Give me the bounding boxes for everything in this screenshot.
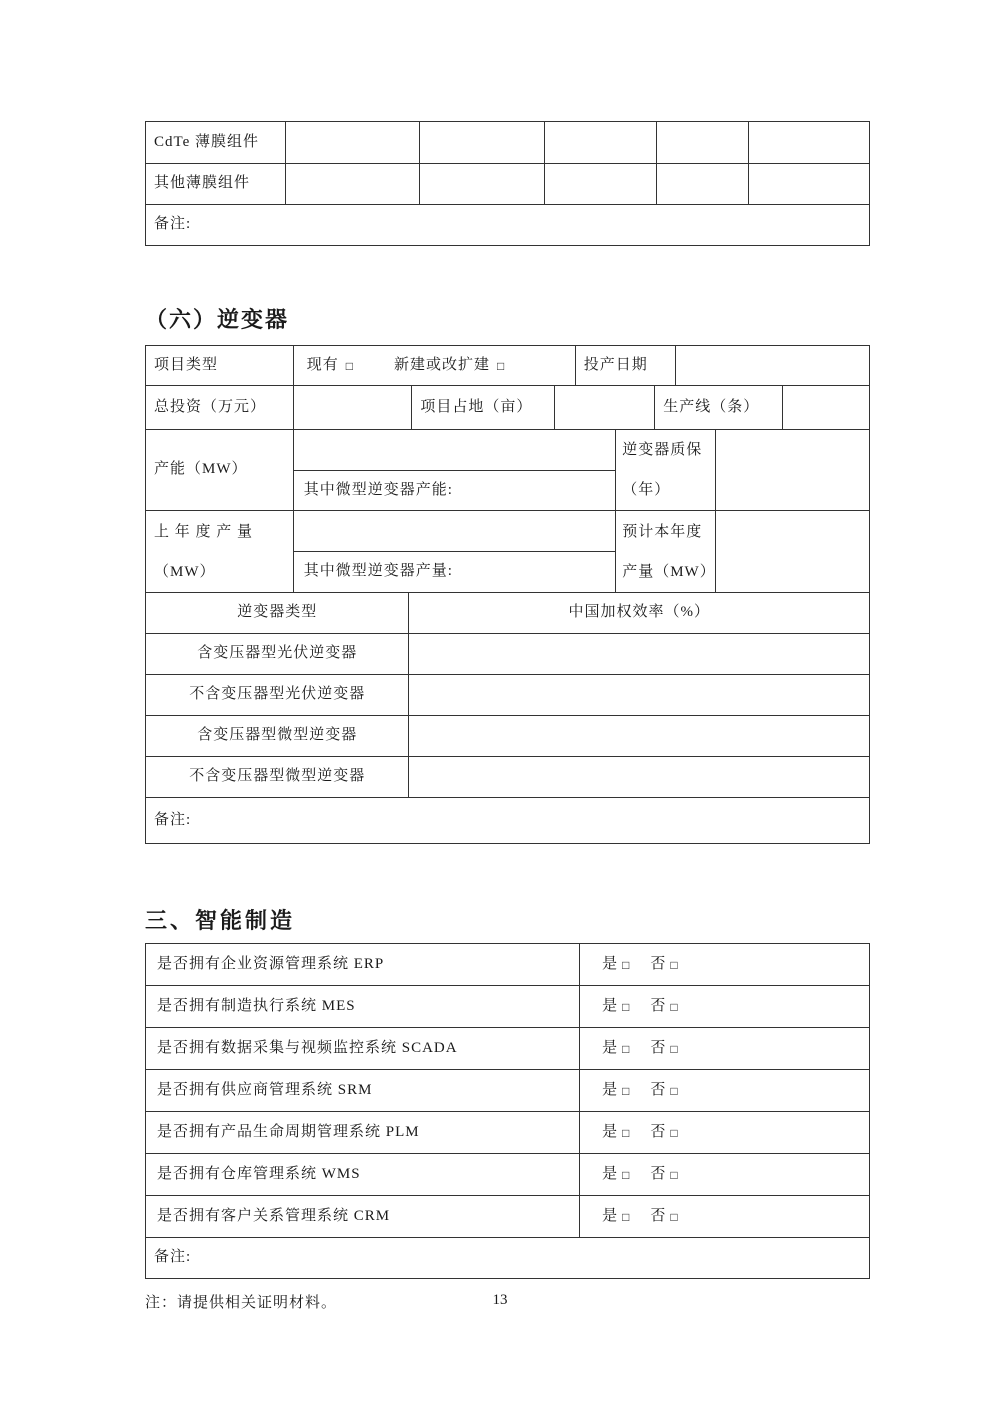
question-label: 是否拥有产品生命周期管理系统 PLM [157, 1123, 420, 1140]
table-row [146, 797, 869, 843]
checkbox-icon[interactable]: □ [670, 957, 679, 972]
table-row [146, 674, 869, 715]
remark-cell[interactable]: 备注: [154, 216, 192, 233]
table-row [146, 985, 869, 1027]
table-row [146, 1069, 869, 1111]
checkbox-icon[interactable]: □ [345, 358, 355, 373]
micro-inverter-output-label[interactable]: 其中微型逆变器产量: [294, 551, 615, 592]
checkbox-icon[interactable]: □ [670, 1209, 679, 1224]
empty-input-cell[interactable] [554, 386, 654, 429]
empty-input-cell[interactable] [285, 122, 419, 163]
yes-no-options[interactable] [579, 986, 869, 1027]
micro-inverter-capacity-label[interactable]: 其中微型逆变器产能: [294, 470, 615, 511]
table-header-row [146, 592, 869, 633]
empty-input-cell[interactable] [294, 430, 615, 470]
empty-input-cell[interactable] [675, 346, 870, 385]
no-label: 否 [650, 955, 667, 972]
empty-input-cell[interactable] [748, 164, 869, 204]
project-type-label: 项目类型 [154, 356, 219, 373]
checkbox-icon[interactable]: □ [622, 957, 631, 972]
yes-no-options[interactable] [579, 1070, 869, 1111]
capacity-subcolumn [293, 430, 615, 510]
yes-no-options[interactable] [579, 944, 869, 985]
yes-no-options[interactable] [579, 1154, 869, 1195]
no-label: 否 [650, 1207, 667, 1224]
section-heading-inverter: （六）逆变器 [145, 307, 290, 332]
last-year-output-label [146, 511, 293, 592]
output-subcolumn [293, 511, 615, 592]
table-row [146, 346, 869, 385]
empty-input-cell[interactable] [408, 675, 869, 715]
yes-no-options[interactable] [579, 1196, 869, 1237]
table-row [146, 633, 869, 674]
last-year-output-label-line1: 上 年 度 产 量 [154, 523, 254, 540]
capacity-label: 产能（MW） [154, 461, 248, 478]
table-row [146, 122, 869, 163]
checkbox-icon[interactable]: □ [497, 358, 506, 373]
inverter-table [145, 345, 870, 844]
inverter-type-label: 含变压器型微型逆变器 [197, 727, 358, 744]
no-label: 否 [650, 1081, 667, 1098]
expected-output-label-line1: 预计本年度 [622, 523, 703, 540]
question-label: 是否拥有供应商管理系统 SRM [157, 1081, 373, 1098]
remark-cell[interactable]: 备注: [154, 1249, 192, 1266]
capacity-block-row [146, 429, 869, 510]
table-row [146, 385, 869, 429]
remark-cell[interactable]: 备注: [154, 811, 192, 828]
checkbox-icon[interactable]: □ [622, 1209, 631, 1224]
table-row [146, 1027, 869, 1069]
option-new-or-expanded-label: 新建或改扩建 [394, 356, 491, 373]
row-label-cdte-module: CdTe 薄膜组件 [154, 133, 260, 150]
table-row [146, 756, 869, 797]
table-row [146, 715, 869, 756]
empty-input-cell[interactable] [408, 757, 869, 797]
empty-input-cell[interactable] [408, 716, 869, 756]
yes-label: 是 [602, 1165, 619, 1182]
empty-input-cell[interactable] [544, 122, 655, 163]
checkbox-icon[interactable]: □ [622, 1167, 631, 1182]
table-row [146, 163, 869, 204]
table-row [146, 1153, 869, 1195]
no-label: 否 [650, 997, 667, 1014]
checkbox-icon[interactable]: □ [622, 1083, 631, 1098]
yes-label: 是 [602, 997, 619, 1014]
commissioning-date-label: 投产日期 [575, 346, 675, 385]
inverter-warranty-label-line2: （年） [622, 482, 671, 498]
checkbox-icon[interactable]: □ [670, 1041, 679, 1056]
question-label: 是否拥有客户关系管理系统 CRM [157, 1207, 391, 1224]
empty-input-cell[interactable] [782, 386, 869, 429]
table-row [146, 204, 869, 245]
empty-input-cell[interactable] [285, 164, 419, 204]
checkbox-icon[interactable]: □ [622, 1041, 631, 1056]
empty-input-cell[interactable] [294, 511, 615, 551]
total-investment-label: 总投资（万元） [154, 398, 267, 415]
question-label: 是否拥有仓库管理系统 WMS [157, 1165, 361, 1182]
no-label: 否 [650, 1165, 667, 1182]
no-label: 否 [650, 1039, 667, 1056]
empty-input-cell[interactable] [656, 164, 749, 204]
last-year-output-block-row [146, 510, 869, 592]
table-row [146, 1237, 869, 1278]
inverter-warranty-label [615, 430, 715, 510]
yes-label: 是 [602, 1039, 619, 1056]
yes-no-options[interactable] [579, 1028, 869, 1069]
empty-input-cell[interactable] [715, 430, 869, 510]
checkbox-icon[interactable]: □ [670, 1167, 679, 1182]
footnote: 注：请提供相关证明材料。 [145, 1295, 338, 1311]
last-year-output-label-line2: （MW） [154, 563, 216, 580]
yes-label: 是 [602, 1081, 619, 1098]
efficiency-header: 中国加权效率（%） [408, 593, 869, 633]
inverter-type-header: 逆变器类型 [237, 604, 318, 621]
inverter-type-label: 不含变压器型微型逆变器 [189, 768, 366, 785]
table-row [146, 1111, 869, 1153]
checkbox-icon[interactable]: □ [622, 999, 631, 1014]
inverter-type-label: 不含变压器型光伏逆变器 [189, 686, 366, 703]
no-label: 否 [650, 1123, 667, 1140]
empty-input-cell[interactable] [656, 122, 749, 163]
empty-input-cell[interactable] [408, 634, 869, 674]
question-label: 是否拥有企业资源管理系统 ERP [157, 955, 385, 972]
table-row [146, 1195, 869, 1237]
checkbox-icon[interactable]: □ [622, 1125, 631, 1140]
checkbox-icon[interactable]: □ [670, 1125, 679, 1140]
page-number: 13 [492, 1292, 508, 1308]
section-heading-smart-manufacturing: 三、智能制造 [145, 908, 296, 933]
row-label-other-thin-film: 其他薄膜组件 [154, 175, 251, 192]
inverter-warranty-label-line1: 逆变器质保 [622, 442, 703, 458]
yes-label: 是 [602, 1207, 619, 1224]
page-content [145, 0, 870, 1312]
yes-label: 是 [602, 1123, 619, 1140]
table-row [146, 944, 869, 985]
empty-input-cell[interactable] [293, 386, 412, 429]
question-label: 是否拥有制造执行系统 MES [157, 997, 356, 1014]
inverter-type-label: 含变压器型光伏逆变器 [197, 645, 358, 662]
yes-no-options[interactable] [579, 1112, 869, 1153]
empty-input-cell[interactable] [419, 164, 545, 204]
expected-output-label [615, 511, 715, 592]
empty-input-cell[interactable] [544, 164, 655, 204]
thin-film-module-table [145, 121, 870, 246]
question-label: 是否拥有数据采集与视频监控系统 SCADA [157, 1039, 458, 1056]
empty-input-cell[interactable] [419, 122, 545, 163]
production-lines-label: 生产线（条） [654, 386, 782, 429]
option-existing-label: 现有 [306, 356, 339, 373]
project-type-options[interactable] [293, 346, 575, 385]
empty-input-cell[interactable] [715, 511, 869, 592]
checkbox-icon[interactable]: □ [670, 999, 679, 1014]
checkbox-icon[interactable]: □ [670, 1083, 679, 1098]
land-area-label: 项目占地（亩） [411, 386, 553, 429]
yes-label: 是 [602, 955, 619, 972]
smart-manufacturing-table [145, 943, 870, 1279]
empty-input-cell[interactable] [748, 122, 869, 163]
expected-output-label-line2: 产量（MW） [622, 563, 716, 580]
